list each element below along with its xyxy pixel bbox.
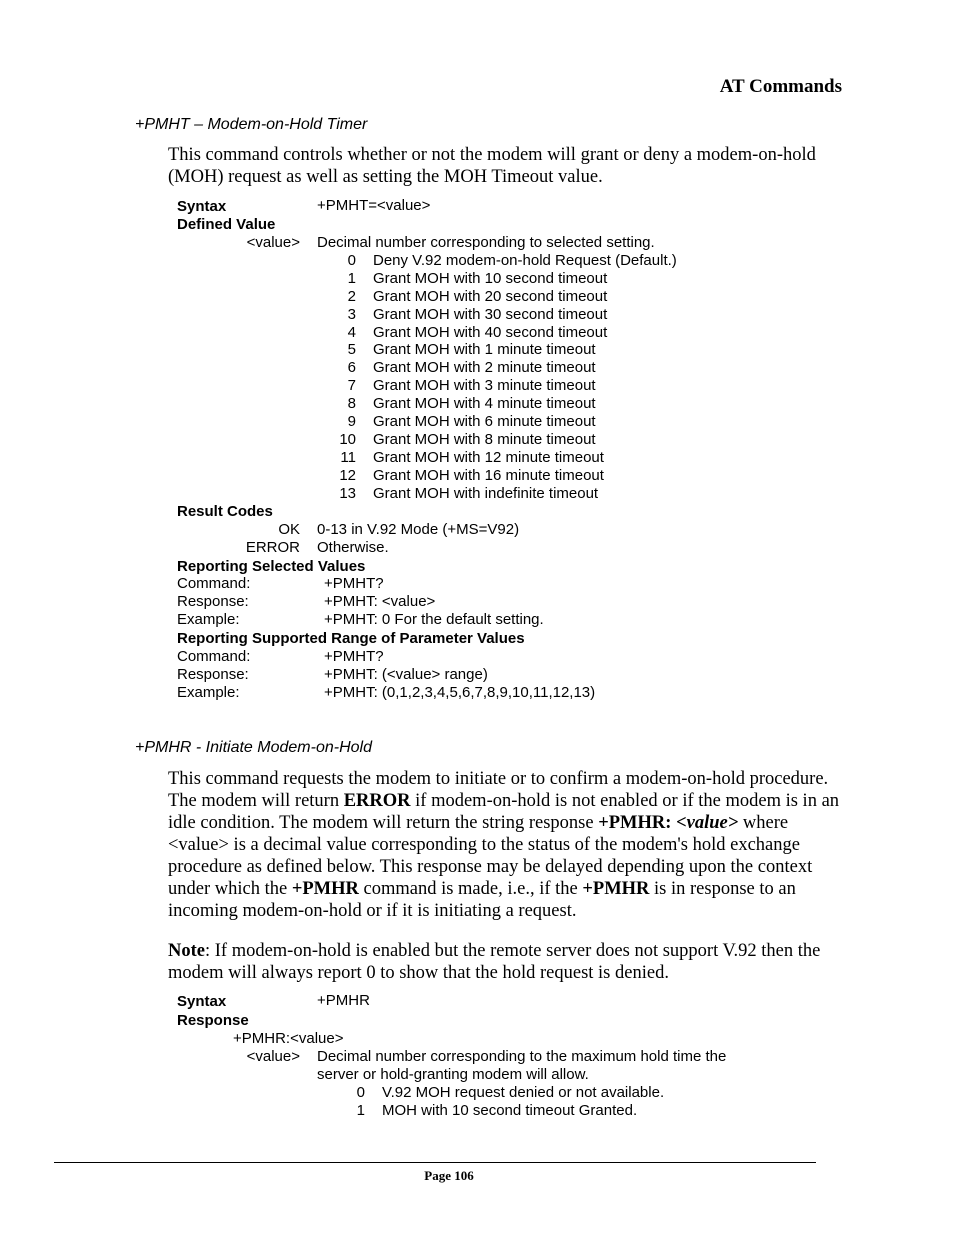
pmht-reporting-selected-value: +PMHT? [324,575,384,592]
pmht-result-code: OK [278,521,300,538]
pmhr-value-number: 0 [356,1084,365,1101]
page-header-title: AT Commands [719,76,842,97]
pmht-value-param: <value> [246,234,300,251]
pmht-value-text: Grant MOH with 3 minute timeout [373,377,596,394]
pmht-result-code: ERROR [245,539,300,556]
pmht-value-number: 9 [347,413,356,430]
pmht-value-text: Deny V.92 modem-on-hold Request (Default.) [373,252,677,269]
pmhr-value-description-line2: server or hold-granting modem will allow. [317,1066,589,1083]
pmht-reporting-selected-key: Response: [177,593,249,610]
pmht-reporting-selected-label: Reporting Selected Values [177,558,366,575]
pmht-reporting-range-key: Command: [177,648,251,665]
pmht-value-number: 0 [347,252,356,269]
pmht-reporting-range-value: +PMHT: (0,1,2,3,4,5,6,7,8,9,10,11,12,13) [324,684,596,701]
pmht-value-number: 13 [339,485,356,502]
pmhr-syntax-value: +PMHR [317,992,370,1009]
footer-divider [54,1162,816,1163]
pmht-defined-value-label: Defined Value [177,216,276,233]
pmhr-response-label: Response [177,1012,249,1029]
pmht-value-text: Grant MOH with 4 minute timeout [373,395,596,412]
pmht-reporting-range-key: Response: [177,666,249,683]
pmht-value-number: 10 [339,431,356,448]
pmht-value-text: Grant MOH with 16 minute timeout [373,467,604,484]
pmht-reporting-selected-key: Example: [177,611,240,628]
pmht-syntax-value: +PMHT=<value> [317,197,431,214]
pmht-result-code-text: 0-13 in V.92 Mode (+MS=V92) [317,521,520,538]
pmht-reporting-selected-value: +PMHT: <value> [324,593,436,610]
pmht-value-number: 3 [347,306,356,323]
pmht-value-text: Grant MOH with 2 minute timeout [373,359,596,376]
pmht-value-text: Grant MOH with 8 minute timeout [373,431,596,448]
pmht-value-text: Grant MOH with indefinite timeout [373,485,599,502]
pmhr-section-heading: +PMHR - Initiate Modem-on-Hold [135,739,372,756]
pmht-reporting-range-key: Example: [177,684,240,701]
pmht-value-text: Grant MOH with 1 minute timeout [373,341,596,358]
pmht-value-number: 1 [347,270,356,287]
pmhr-note: Note: If modem-on-hold is enabled but the remote server does not support V.92 then the modem will always report 0 to show that the hold request is denied. [168,941,821,983]
pmht-value-number: 2 [347,288,356,305]
pmhr-description: This command requests the modem to initiate or to confirm a modem-on-hold procedure. The modem will return ERROR if modem-on-hold is not enabled or if the modem is in an idle condition. The modem will return the string response +PMHR: <value> where <value> is a decimal value corresponding to the status of the modem's hold exchange procedure as defined below. This response may be delayed depending upon the context under which the +PMHR command is made, i.e., if the +PMHR is in response to an incoming modem-on-hold or if it is initiating a request. [168,769,840,921]
pmht-value-description: Decimal number corresponding to selected setting. [317,234,655,251]
pmht-value-text: Grant MOH with 20 second timeout [373,288,608,305]
pmhr-value-text: V.92 MOH request denied or not available. [382,1084,665,1101]
pmht-value-text: Grant MOH with 6 minute timeout [373,413,596,430]
pmht-value-text: Grant MOH with 30 second timeout [373,306,608,323]
pmht-reporting-selected-key: Command: [177,575,251,592]
pmhr-note-label: Note [168,941,205,961]
pmhr-syntax-label: Syntax [177,993,227,1010]
pmhr-value-param: <value> [246,1048,300,1065]
pmht-result-code-text: Otherwise. [317,539,389,556]
pmhr-value-description-line1: Decimal number corresponding to the maximum hold time the [317,1048,727,1065]
pmht-description: This command controls whether or not the modem will grant or deny a modem-on-hold (MOH) request as well as setting the MOH Timeout value. [168,145,816,187]
pmht-value-number: 11 [340,449,356,466]
pmht-section-heading: +PMHT – Modem-on-Hold Timer [135,116,368,133]
pmht-value-number: 8 [347,395,356,412]
pmht-value-number: 5 [347,341,356,358]
pmht-value-text: Grant MOH with 40 second timeout [373,324,608,341]
pmht-value-number: 4 [347,324,356,341]
pmht-result-codes-label: Result Codes [177,503,273,520]
pmht-reporting-range-value: +PMHT: (<value> range) [324,666,488,683]
pmht-reporting-range-label: Reporting Supported Range of Parameter Values [177,630,525,647]
pmhr-value-text: MOH with 10 second timeout Granted. [382,1102,638,1119]
pmht-reporting-selected-value: +PMHT: 0 For the default setting. [324,611,544,628]
pmht-syntax-label: Syntax [177,198,227,215]
pmht-value-number: 6 [347,359,356,376]
pmht-value-text: Grant MOH with 12 minute timeout [373,449,604,466]
page-number: Page 106 [424,1168,474,1183]
pmhr-value-number: 1 [356,1102,365,1119]
pmht-value-number: 12 [339,467,356,484]
pmht-value-text: Grant MOH with 10 second timeout [373,270,608,287]
pmhr-response-value: +PMHR:<value> [233,1030,344,1047]
pmht-value-number: 7 [347,377,356,394]
pmht-reporting-range-value: +PMHT? [324,648,384,665]
